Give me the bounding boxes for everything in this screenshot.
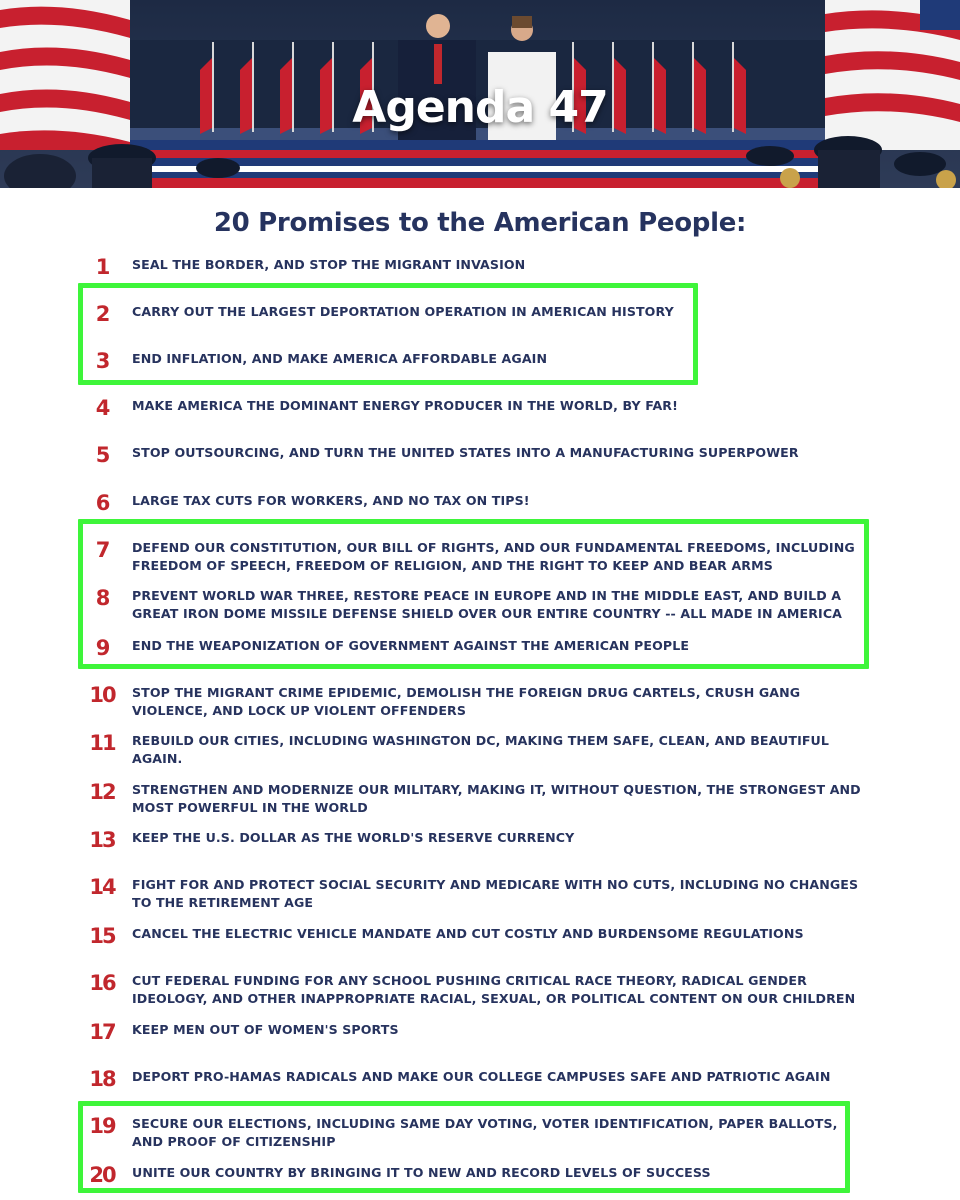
promise-number: 16 <box>89 971 115 995</box>
promise-number: 1 <box>95 255 109 279</box>
promise-number: 4 <box>95 396 109 420</box>
promise-text: MAKE AMERICA THE DOMINANT ENERGY PRODUCER IN THE WORLD, BY FAR! <box>132 398 678 413</box>
promise-number: 12 <box>89 780 115 804</box>
promise-number: 7 <box>95 538 109 562</box>
promise-number: 6 <box>95 491 109 515</box>
promise-number: 14 <box>89 875 115 899</box>
promise-number: 13 <box>89 828 115 852</box>
promise-text: PREVENT WORLD WAR THREE, RESTORE PEACE IN EUROPE AND IN THE MIDDLE EAST, AND BUILD A GREAT IRON DOME MISSILE DEFENSE SHIELD OVER OUR ENTIRE COUNTRY -- ALL MADE IN AMERICA <box>132 588 843 621</box>
promise-number: 3 <box>95 349 109 373</box>
promise-number: 11 <box>89 731 115 755</box>
promise-number: 15 <box>89 924 115 948</box>
promise-text: END INFLATION, AND MAKE AMERICA AFFORDABLE AGAIN <box>132 351 548 366</box>
promise-text: STOP OUTSOURCING, AND TURN THE UNITED STATES INTO A MANUFACTURING SUPERPOWER <box>132 445 799 460</box>
promise-text: DEPORT PRO-HAMAS RADICALS AND MAKE OUR COLLEGE CAMPUSES SAFE AND PATRIOTIC AGAIN <box>132 1069 831 1084</box>
promise-number: 18 <box>89 1067 115 1091</box>
promise-text: REBUILD OUR CITIES, INCLUDING WASHINGTON DC, MAKING THEM SAFE, CLEAN, AND BEAUTIFUL AGAIN. <box>132 733 830 766</box>
highlight-box <box>78 519 869 669</box>
highlight-box <box>78 283 698 385</box>
promise-text: KEEP MEN OUT OF WOMEN'S SPORTS <box>132 1022 399 1037</box>
promise-text: FIGHT FOR AND PROTECT SOCIAL SECURITY AND MEDICARE WITH NO CUTS, INCLUDING NO CHANGES TO THE RETIREMENT AGE <box>132 877 859 910</box>
promise-text: STRENGTHEN AND MODERNIZE OUR MILITARY, MAKING IT, WITHOUT QUESTION, THE STRONGEST AND MOST POWERFUL IN THE WORLD <box>132 782 861 815</box>
promise-text: END THE WEAPONIZATION OF GOVERNMENT AGAINST THE AMERICAN PEOPLE <box>132 638 690 653</box>
promise-text: STOP THE MIGRANT CRIME EPIDEMIC, DEMOLISH THE FOREIGN DRUG CARTELS, CRUSH GANG VIOLENCE, AND LOCK UP VIOLENT OFFENDERS <box>132 685 801 718</box>
page-subtitle: 20 Promises to the American People: <box>213 208 747 238</box>
promise-text: LARGE TAX CUTS FOR WORKERS, AND NO TAX ON TIPS! <box>132 493 530 508</box>
promise-number: 10 <box>89 683 115 707</box>
promise-number: 8 <box>95 586 109 610</box>
promise-number: 20 <box>89 1163 115 1187</box>
hero-title: Agenda 47 <box>352 82 608 133</box>
promise-text: KEEP THE U.S. DOLLAR AS THE WORLD'S RESERVE CURRENCY <box>132 830 575 845</box>
promise-text: CUT FEDERAL FUNDING FOR ANY SCHOOL PUSHING CRITICAL RACE THEORY, RADICAL GENDER IDEOLOGY, AND OTHER INAPPROPRIATE RACIAL, SEXUAL, OR POLITICAL CONTENT ON OUR CHILDREN <box>132 973 856 1006</box>
promise-number: 2 <box>95 302 109 326</box>
promise-number: 5 <box>95 443 109 467</box>
promise-number: 17 <box>89 1020 115 1044</box>
promise-text: SECURE OUR ELECTIONS, INCLUDING SAME DAY VOTING, VOTER IDENTIFICATION, PAPER BALLOTS, AND PROOF OF CITIZENSHIP <box>132 1116 838 1149</box>
promise-text: UNITE OUR COUNTRY BY BRINGING IT TO NEW AND RECORD LEVELS OF SUCCESS <box>132 1165 711 1180</box>
promise-text: SEAL THE BORDER, AND STOP THE MIGRANT INVASION <box>132 257 526 272</box>
promise-text: DEFEND OUR CONSTITUTION, OUR BILL OF RIGHTS, AND OUR FUNDAMENTAL FREEDOMS, INCLUDING FREEDOM OF SPEECH, FREEDOM OF RELIGION, AND THE RIGHT TO KEEP AND BEAR ARMS <box>132 540 855 573</box>
promise-number: 9 <box>95 636 109 660</box>
highlight-box <box>78 1101 850 1193</box>
hero-banner <box>0 0 960 188</box>
promise-text: CARRY OUT THE LARGEST DEPORTATION OPERATION IN AMERICAN HISTORY <box>132 304 674 319</box>
promise-number: 19 <box>89 1114 115 1138</box>
promise-text: CANCEL THE ELECTRIC VEHICLE MANDATE AND CUT COSTLY AND BURDENSOME REGULATIONS <box>132 926 804 941</box>
